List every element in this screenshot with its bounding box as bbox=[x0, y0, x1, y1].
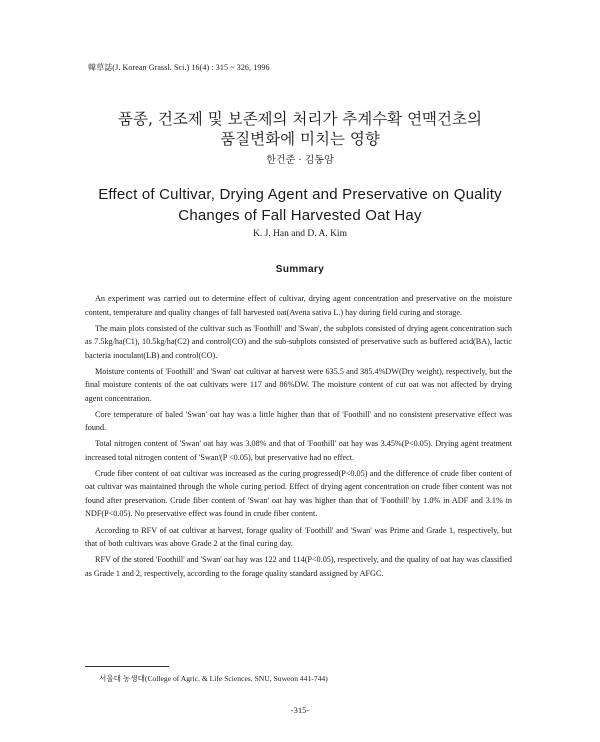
english-authors: K. J. Han and D. A. Kim bbox=[253, 229, 347, 239]
summary-body bbox=[85, 292, 512, 583]
footnote-divider bbox=[85, 666, 169, 667]
korean-title-line-1: 품종, 건조제 및 보존제의 처리가 추계수확 연맥건초의 bbox=[118, 110, 482, 128]
summary-heading: Summary bbox=[275, 264, 325, 275]
summary-paragraph: Total nitrogen content of 'Swan' oat hay was 3.08% and that of 'Foothill' oat hay was 3.45%(P<0.05). Drying agent treatment increased total nitrogen content of 'Swan'(P <0.05), but preservative had no effect. bbox=[85, 439, 512, 462]
korean-title-line-2: 품질변화에 미치는 영향 bbox=[220, 130, 380, 148]
summary-paragraph: An experiment was carried out to determine effect of cultivar, drying agent concentration and preservative on the moisture content, temperature and quality changes of fall harvested oat(Avena sativa L.) hay during field curing and storage. bbox=[85, 294, 512, 317]
summary-paragraph: RFV of the stored 'Foothill' and 'Swan' oat hay was 122 and 114(P<0.05), respectively, and the quality of oat hay was classified as Grade 1 and 2, respectively, according to the forage quality standard assigned by AFGC. bbox=[85, 555, 513, 578]
english-title-line-2: Changes of Fall Harvested Oat Hay bbox=[178, 207, 422, 224]
english-title-line-1: Effect of Cultivar, Drying Agent and Preservative on Quality bbox=[98, 186, 502, 203]
korean-authors: 한건준 · 김동암 bbox=[266, 155, 334, 166]
affiliation-footnote: 서울대 농생대(College of Agric. & Life Sciences, SNU, Suweon 441-744) bbox=[99, 674, 328, 683]
summary-paragraph: The main plots consisted of the cultivar such as 'Foothill' and 'Swan', the subplots consisted of drying agent concentration such as 7.5kg/ha(C1), 10.5kg/ha(C2) and control(CO) and the sub-subplots consisted of preservative such as buffered acid(BA), lactic bacteria inoculant(LB) and control(CO). bbox=[85, 323, 512, 360]
english-title bbox=[0, 184, 600, 226]
summary-paragraph: Moisture contents of 'Foothill' and 'Swan' oat cultivar at harvest were 635.5 and 385.4%DW(Dry weight), respectively, but the final moisture contents of the oat cultivars were 117 and 86%DW. The moisture content of cut oat was not affected by drying agent concentration. bbox=[85, 366, 512, 403]
journal-citation: 韓草誌(J. Korean Grassl. Sci.) 16(4) : 315 ~ 326, 1996 bbox=[88, 63, 270, 72]
korean-title bbox=[0, 109, 600, 149]
summary-paragraph: Crude fiber content of oat cultivar was increased as the curing progressed(P<0.05) and the difference of crude fiber content of oat cultivar was maintained through the whole curing period. Effect of drying agent concentration on crude fiber content was not found after preservation. Crude fiber content of 'Swan' oat hay was higher than that of 'Foothill' by 1.0% in ADF and 3.1% in NDF(P<0.05). No preservative effect was found in crude fiber content. bbox=[85, 468, 512, 519]
page-number: -315- bbox=[290, 705, 310, 715]
summary-paragraph: According to RFV of oat cultivar at harvest, forage quality of 'Foothill' and 'Swan' was Prime and Grade 1, respectively, but that of both cultivars was above Grade 2 at the final curing day. bbox=[85, 525, 512, 549]
summary-paragraph: Core temperature of baled 'Swan' oat hay was a little higher than that of 'Foothill' and no consistent preservative effect was found. bbox=[85, 409, 512, 433]
